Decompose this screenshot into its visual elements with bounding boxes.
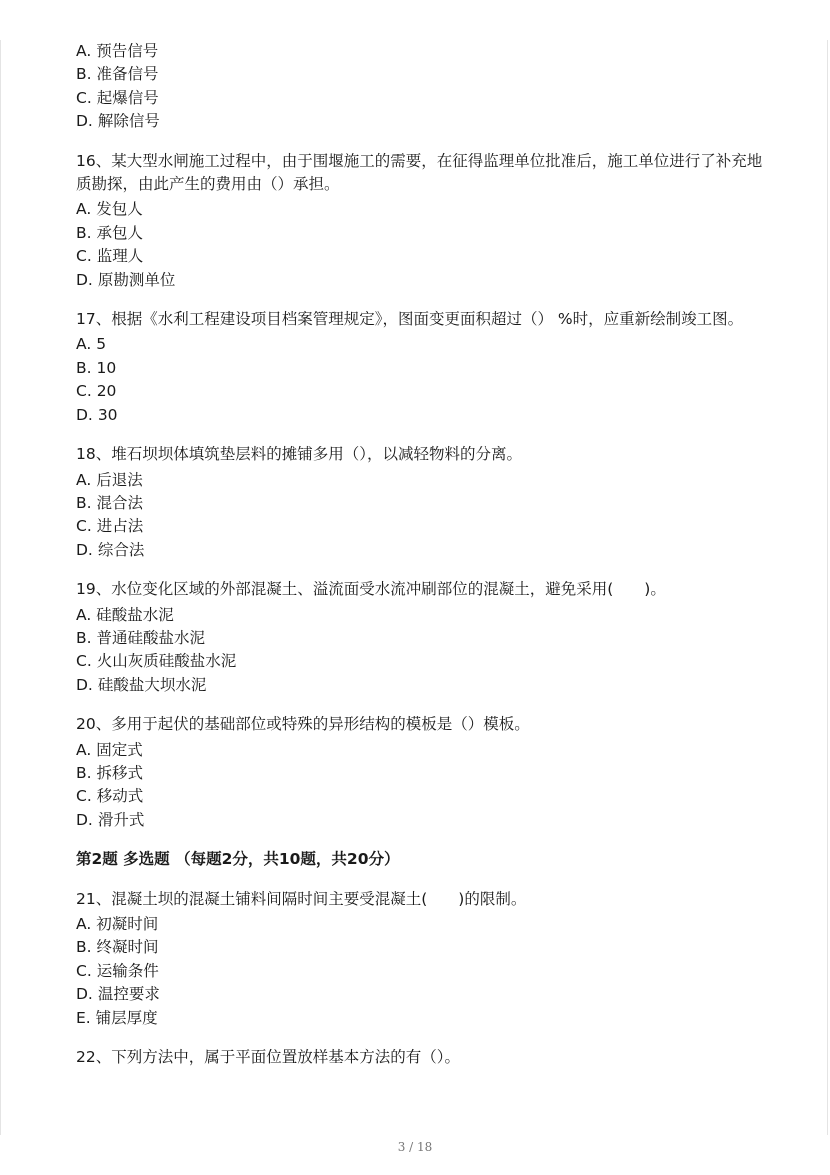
answer-option: [76, 515, 766, 538]
option-letter: A.: [76, 605, 92, 624]
option-text: 普通硅酸盐水泥: [96, 628, 206, 647]
question-number: 20、: [76, 715, 112, 734]
answer-option: [76, 809, 766, 832]
question-stem: 根据《水利工程建设项目档案管理规定》，图面变更面积超过（） %时，应重新绘制竣工图。: [111, 310, 744, 329]
option-letter: D.: [76, 675, 93, 694]
spacer: [76, 697, 766, 713]
option-text: 20: [96, 382, 117, 401]
spacer: [76, 832, 766, 848]
option-text: 解除信号: [97, 112, 160, 131]
question-number: 21、: [76, 889, 112, 908]
option-letter: A.: [76, 740, 92, 759]
option-letter: C.: [76, 652, 92, 671]
question-number: 18、: [76, 445, 112, 464]
option-letter: D.: [76, 270, 93, 289]
option-letter: B.: [76, 938, 92, 957]
option-text: 铺层厚度: [95, 1008, 158, 1027]
answer-option: [76, 983, 766, 1006]
option-text: 移动式: [96, 787, 144, 806]
question-item: [76, 1046, 766, 1069]
option-text: 拆移式: [96, 763, 144, 782]
option-letter: C.: [76, 961, 92, 980]
question-item: [76, 888, 766, 1030]
option-letter: C.: [76, 517, 92, 536]
option-letter: C.: [76, 247, 92, 266]
question-number: 17、: [76, 310, 112, 329]
spacer: [76, 427, 766, 443]
answer-option: [76, 198, 766, 221]
spacer: [76, 562, 766, 578]
question-number: 16、: [76, 151, 112, 170]
document-page: [0, 40, 828, 1135]
answer-option: [76, 674, 766, 697]
answer-option: [76, 245, 766, 268]
option-text: 运输条件: [96, 961, 159, 980]
option-text: 硅酸盐水泥: [96, 605, 174, 624]
question-item: [76, 443, 766, 562]
answer-option: [76, 785, 766, 808]
spacer: [76, 134, 766, 150]
spacer: [76, 292, 766, 308]
option-letter: B.: [76, 493, 92, 512]
question-item: [76, 150, 766, 292]
question-number: 22、: [76, 1048, 112, 1067]
answer-option: [76, 110, 766, 133]
option-text: 初凝时间: [96, 915, 159, 933]
option-letter: B.: [76, 628, 92, 647]
question-text: [76, 308, 766, 331]
answer-option: [76, 269, 766, 292]
section-heading: 第2题 多选题 （每题2分，共10题，共20分）: [76, 850, 400, 869]
option-text: 终凝时间: [96, 938, 159, 957]
page-content: [76, 40, 766, 1071]
option-text: 原勘测单位: [97, 270, 176, 289]
option-letter: A.: [76, 335, 92, 354]
answer-option: [76, 222, 766, 245]
question-item: [76, 713, 766, 832]
question-text: [76, 443, 766, 466]
question-text: [76, 1046, 766, 1069]
answer-option: [76, 404, 766, 427]
option-text: 预告信号: [96, 42, 159, 60]
answer-option: [76, 739, 766, 762]
answer-option: [76, 333, 766, 356]
option-letter: C.: [76, 382, 92, 401]
option-letter: A.: [76, 915, 92, 933]
option-text: 固定式: [96, 740, 143, 759]
option-letter: B.: [76, 65, 92, 84]
answer-option: [76, 40, 766, 63]
answer-option: [76, 650, 766, 673]
option-text: 综合法: [97, 540, 145, 559]
answer-option: [76, 539, 766, 562]
answer-option: [76, 63, 766, 86]
option-text: 监理人: [96, 247, 144, 266]
spacer: [76, 872, 766, 888]
option-letter: D.: [76, 985, 93, 1004]
option-letter: C.: [76, 88, 92, 107]
answer-option: [76, 1007, 766, 1030]
answer-option: [76, 936, 766, 959]
question-stem: 混凝土坝的混凝土铺料间隔时间主要受混凝土( )的限制。: [111, 889, 527, 908]
question-text: [76, 713, 766, 736]
answer-option: [76, 960, 766, 983]
option-letter: E.: [76, 1008, 91, 1027]
page-number: 3 / 18: [397, 1140, 433, 1154]
option-text: 起爆信号: [96, 88, 159, 107]
option-text: 进占法: [96, 517, 144, 536]
option-letter: A.: [76, 200, 92, 219]
question-item: [76, 578, 766, 697]
answer-option: [76, 492, 766, 515]
option-text: 硅酸盐大坝水泥: [97, 675, 207, 694]
option-text: 发包人: [96, 200, 143, 219]
option-text: 滑升式: [97, 810, 145, 829]
question-number: 19、: [76, 580, 112, 599]
question-stem: 某大型水闸施工过程中，由于围堰施工的需要，在征得监理单位批准后，施工单位进行了补充地质勘探，由此产生的费用由（）承担。: [76, 151, 763, 194]
option-letter: B.: [76, 358, 92, 377]
answer-option: [76, 762, 766, 785]
answer-option: [76, 380, 766, 403]
option-text: 5: [96, 335, 107, 354]
option-letter: D.: [76, 112, 93, 131]
option-letter: A.: [76, 470, 92, 489]
option-text: 后退法: [96, 470, 143, 489]
option-text: 10: [96, 358, 117, 377]
answer-option: [76, 913, 766, 936]
continued-options: [76, 40, 766, 134]
option-text: 混合法: [96, 493, 144, 512]
option-text: 火山灰质硅酸盐水泥: [96, 652, 237, 671]
question-text: [76, 888, 766, 911]
question-stem: 水位变化区域的外部混凝土、溢流面受水流冲刷部位的混凝土，避免采用( )。: [111, 580, 666, 599]
question-text: [76, 578, 766, 601]
question-stem: 堆石坝坝体填筑垫层料的摊铺多用（），以减轻物料的分离。: [111, 445, 522, 464]
question-item: [76, 308, 766, 427]
answer-option: [76, 627, 766, 650]
option-text: 准备信号: [96, 65, 159, 84]
option-letter: D.: [76, 810, 93, 829]
option-letter: D.: [76, 540, 93, 559]
answer-option: [76, 357, 766, 380]
answer-option: [76, 87, 766, 110]
option-text: 承包人: [96, 223, 144, 242]
option-letter: D.: [76, 405, 93, 424]
option-text: 30: [97, 405, 118, 424]
spacer: [76, 1030, 766, 1046]
question-stem: 多用于起伏的基础部位或特殊的异形结构的模板是（）模板。: [111, 715, 530, 734]
option-letter: B.: [76, 223, 92, 242]
option-letter: B.: [76, 763, 92, 782]
answer-option: [76, 469, 766, 492]
answer-option: [76, 604, 766, 627]
option-letter: A.: [76, 42, 92, 60]
question-text: [76, 150, 766, 197]
option-text: 温控要求: [97, 985, 160, 1004]
question-stem: 下列方法中，属于平面位置放样基本方法的有（）。: [111, 1048, 460, 1067]
option-letter: C.: [76, 787, 92, 806]
